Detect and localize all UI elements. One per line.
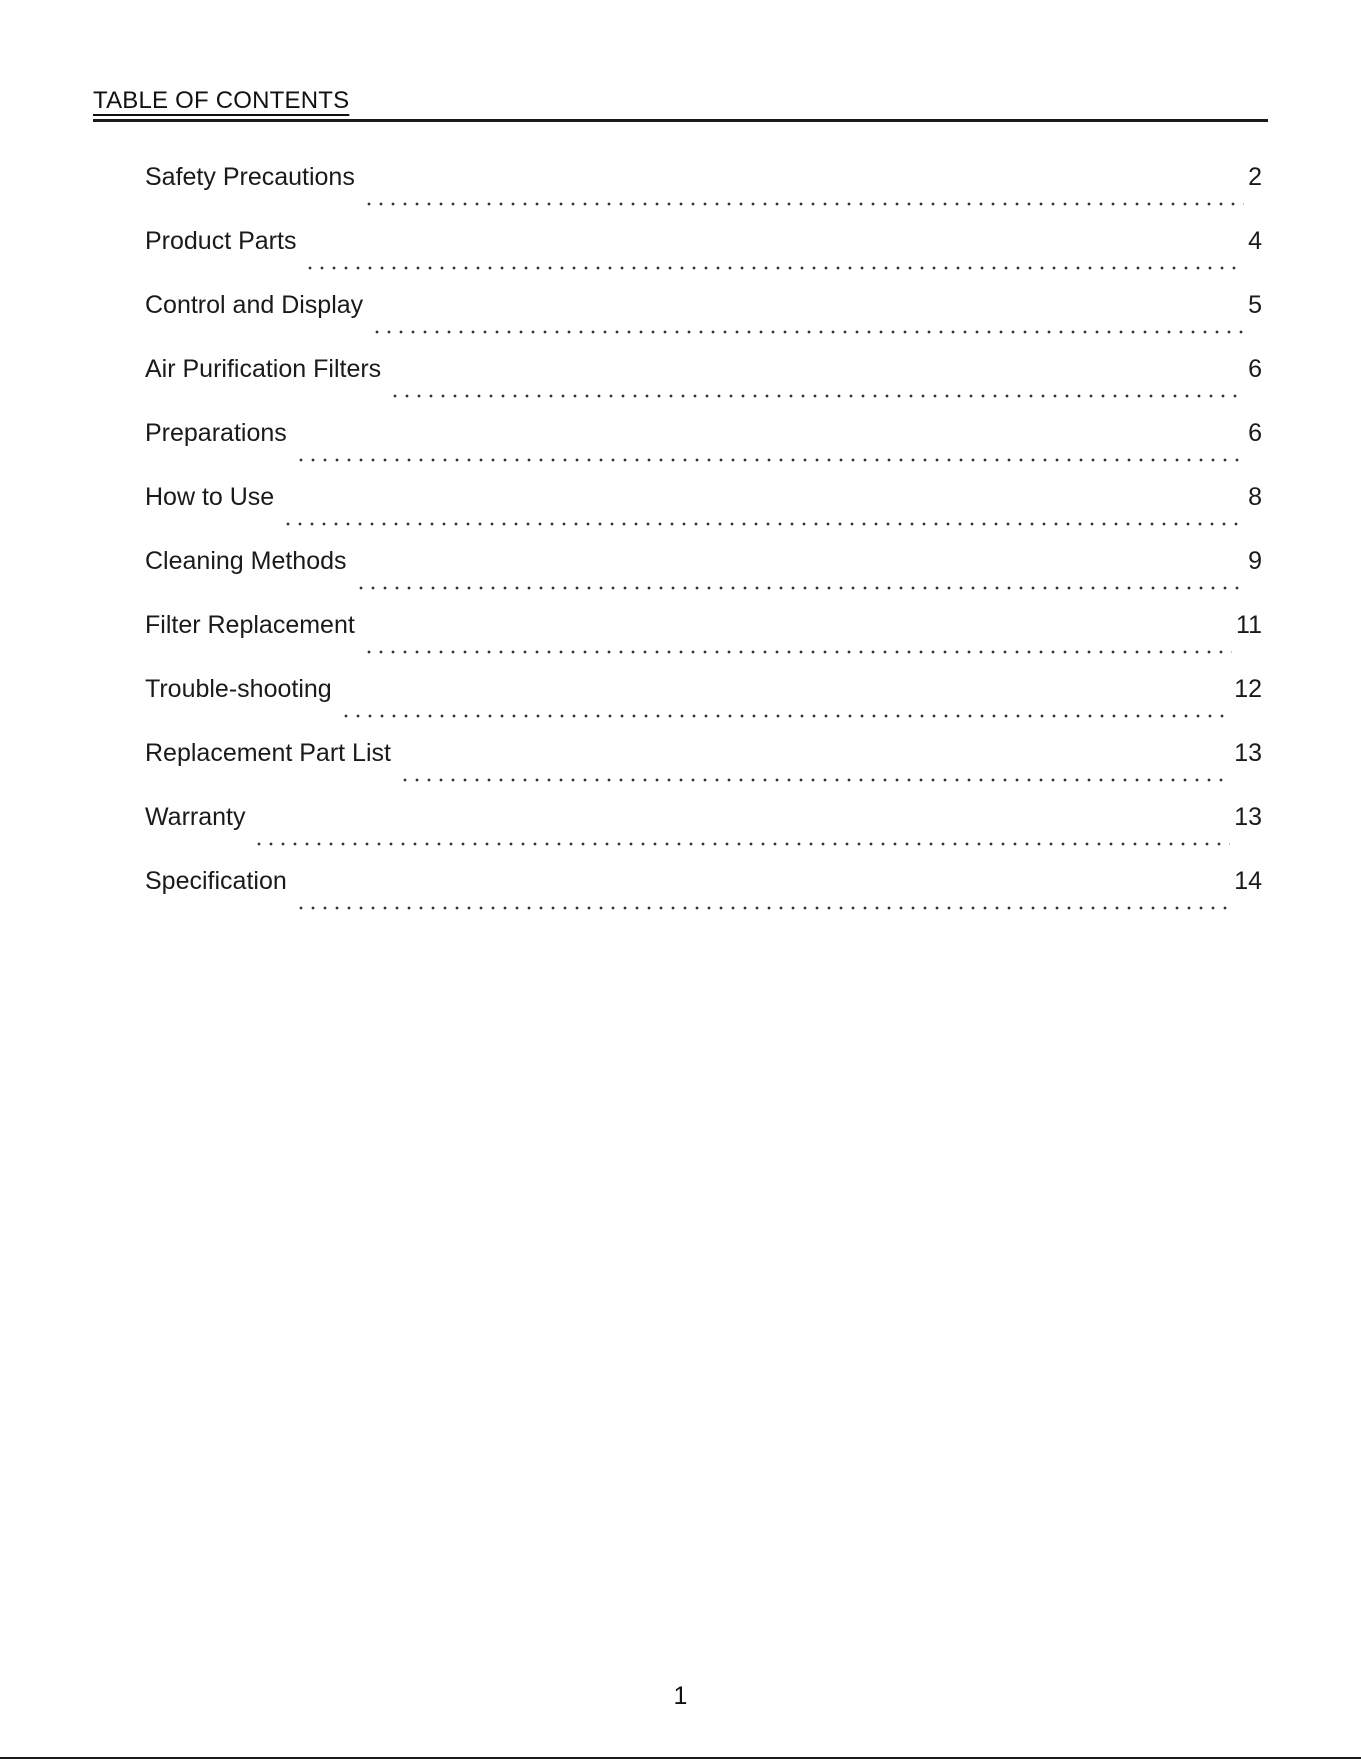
toc-entry-title: Product Parts — [145, 227, 297, 255]
dot-leader — [253, 841, 1230, 847]
toc-entry-title: How to Use — [145, 483, 275, 511]
toc-heading — [93, 85, 1268, 122]
dot-leader — [399, 777, 1230, 783]
toc-entry-page: 12 — [1234, 675, 1262, 703]
toc-list — [145, 163, 1262, 931]
dot-leader — [304, 265, 1244, 271]
toc-entry-title: Warranty — [145, 803, 246, 831]
toc-entry-title: Cleaning Methods — [145, 547, 347, 575]
page-number: 1 — [673, 1682, 688, 1710]
toc-entry-page: 8 — [1248, 483, 1262, 511]
toc-entry-title: Control and Display — [145, 291, 364, 319]
toc-entry-filter-replacement[interactable] — [145, 611, 1262, 675]
toc-entry-page: 11 — [1236, 611, 1262, 639]
toc-entry-product-parts[interactable] — [145, 227, 1262, 291]
bottom-divider — [0, 1757, 1361, 1759]
toc-entry-page: 13 — [1234, 739, 1262, 767]
toc-entry-warranty[interactable] — [145, 803, 1262, 867]
toc-entry-replacement-part-list[interactable] — [145, 739, 1262, 803]
toc-entry-title: Air Purification Filters — [145, 355, 382, 383]
toc-entry-page: 9 — [1248, 547, 1262, 575]
toc-entry-preparations[interactable] — [145, 419, 1262, 483]
toc-entry-title: Replacement Part List — [145, 739, 391, 767]
toc-entry-page: 2 — [1248, 163, 1262, 191]
dot-leader — [363, 201, 1244, 207]
toc-entry-title: Specification — [145, 867, 287, 895]
dot-leader — [282, 521, 1244, 527]
dot-leader — [295, 457, 1244, 463]
toc-entry-title: Preparations — [145, 419, 287, 447]
toc-entry-title: Safety Precautions — [145, 163, 355, 191]
toc-entry-title: Filter Replacement — [145, 611, 355, 639]
dot-leader — [295, 905, 1230, 911]
toc-entry-control-and-display[interactable] — [145, 291, 1262, 355]
toc-entry-air-purification-filters[interactable] — [145, 355, 1262, 419]
toc-entry-page: 13 — [1234, 803, 1262, 831]
dot-leader — [389, 393, 1244, 399]
toc-entry-cleaning-methods[interactable] — [145, 547, 1262, 611]
toc-entry-page: 4 — [1248, 227, 1262, 255]
toc-entry-how-to-use[interactable] — [145, 483, 1262, 547]
toc-entry-trouble-shooting[interactable] — [145, 675, 1262, 739]
toc-entry-title: Trouble-shooting — [145, 675, 332, 703]
toc-entry-page: 6 — [1248, 355, 1262, 383]
dot-leader — [363, 649, 1232, 655]
toc-entry-page: 5 — [1248, 291, 1262, 319]
toc-entry-specification[interactable] — [145, 867, 1262, 931]
toc-entry-page: 6 — [1248, 419, 1262, 447]
dot-leader — [355, 585, 1245, 591]
toc-entry-page: 14 — [1234, 867, 1262, 895]
dot-leader — [340, 713, 1231, 719]
dot-leader — [371, 329, 1244, 335]
toc-heading-text: TABLE OF CONTENTS — [93, 87, 350, 114]
toc-entry-safety-precautions[interactable] — [145, 163, 1262, 227]
